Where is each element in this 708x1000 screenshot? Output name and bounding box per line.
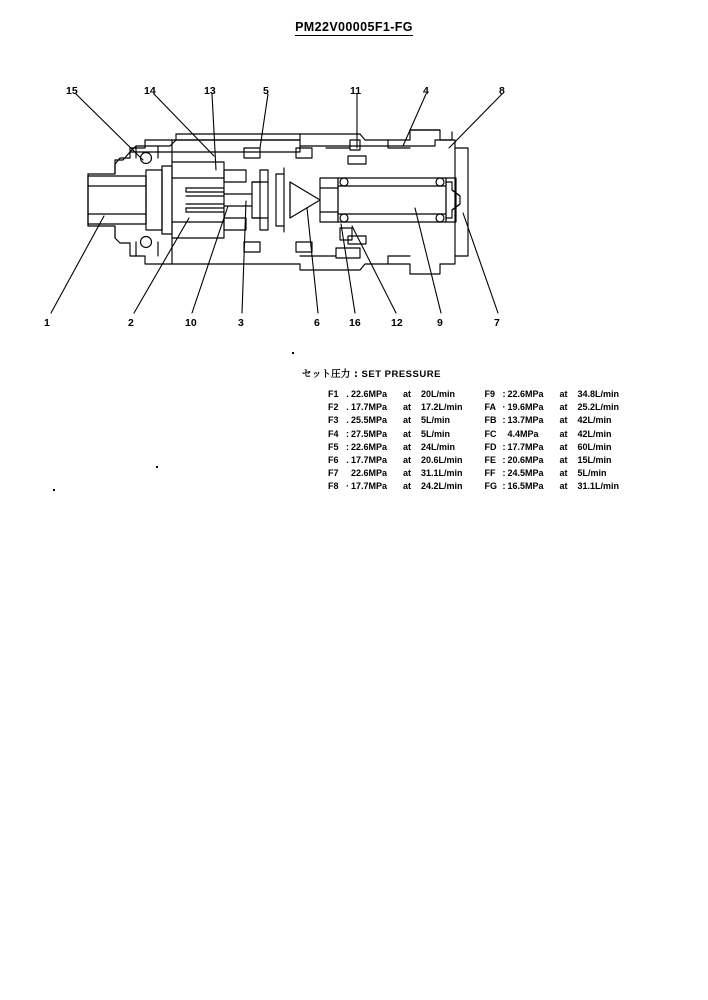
spec-at: at xyxy=(403,481,412,492)
spec-at: at xyxy=(403,415,412,426)
adjuster-nut xyxy=(115,164,172,238)
callout-13: 13 xyxy=(204,85,216,97)
spec-pressure: 17.7MPa xyxy=(351,481,388,492)
spec-columns xyxy=(302,389,662,491)
spec-sep: : xyxy=(346,441,349,452)
spec-row-ff xyxy=(485,468,620,478)
spec-flow: 24.2L/min xyxy=(421,481,463,492)
callout-1: 1 xyxy=(44,317,50,329)
spec-at: at xyxy=(403,441,412,452)
spec-row-f8 xyxy=(302,481,463,491)
spec-at: at xyxy=(403,468,412,479)
spec-id: FD xyxy=(484,441,497,452)
spec-pressure: 22.6MPa xyxy=(351,389,388,399)
spec-row-fa xyxy=(485,402,620,412)
spec-flow: 20.6L/min xyxy=(421,454,463,465)
spec-sep: : xyxy=(502,454,506,465)
spec-column-left xyxy=(302,389,463,491)
callout-7: 7 xyxy=(494,317,500,329)
spec-pressure: 22.6MPa xyxy=(351,468,388,479)
callout-8: 8 xyxy=(499,85,505,97)
spec-flow: 42L/min xyxy=(577,428,612,439)
spec-id: F4 xyxy=(328,428,339,439)
spec-id: FC xyxy=(484,428,497,439)
spec-pressure: 27.5MPa xyxy=(351,428,388,439)
spec-sep: : xyxy=(502,468,506,479)
spec-sep: . xyxy=(346,454,349,465)
spec-pressure: 20.6MPa xyxy=(507,454,544,465)
spec-at: at xyxy=(559,454,568,465)
spec-row-f9 xyxy=(485,389,620,399)
spec-pressure: 25.5MPa xyxy=(351,415,388,426)
callout-6: 6 xyxy=(314,317,320,329)
spec-flow: 34.8L/min xyxy=(577,389,620,399)
spec-id: F1 xyxy=(328,389,339,399)
spec-sep: : xyxy=(502,389,506,399)
left-shank xyxy=(88,176,146,224)
spec-heading xyxy=(302,366,662,380)
spec-row-fd xyxy=(485,442,620,452)
spec-heading-jp: セット圧力 xyxy=(302,369,351,380)
spec-flow: 25.2L/min xyxy=(577,402,620,413)
right-end-plug xyxy=(446,178,460,222)
callout-12: 12 xyxy=(391,317,403,329)
spec-row-f7 xyxy=(302,468,463,478)
spec-flow: 24L/min xyxy=(421,441,456,452)
pin-detail xyxy=(326,140,360,150)
spec-at: at xyxy=(559,468,568,479)
spec-flow: 15L/min xyxy=(577,454,612,465)
spec-sep: . xyxy=(346,402,349,413)
scan-speck xyxy=(156,466,158,468)
spec-row-f3 xyxy=(302,415,463,425)
callout-2: 2 xyxy=(128,317,134,329)
spec-id: FE xyxy=(484,454,497,465)
spec-row-f4 xyxy=(302,429,463,439)
spec-id: FB xyxy=(484,415,497,426)
spec-flow: 5L/min xyxy=(421,415,451,426)
callout-10: 10 xyxy=(185,317,197,329)
spec-flow: 31.1L/min xyxy=(421,468,463,479)
spec-row-fe xyxy=(485,455,620,465)
spec-at: at xyxy=(403,402,412,413)
spec-sep: · xyxy=(346,481,349,492)
valve-cross-section-drawing xyxy=(0,78,708,348)
spec-pressure: 17.7MPa xyxy=(507,441,544,452)
spec-pressure: 17.7MPa xyxy=(351,454,388,465)
spec-sep: : xyxy=(346,428,349,439)
poppet-sleeve xyxy=(276,168,284,232)
spec-at: at xyxy=(559,428,568,439)
internal-bores xyxy=(186,196,224,204)
pilot-plunger xyxy=(224,170,268,230)
spec-at: at xyxy=(403,454,412,465)
step-detail xyxy=(388,140,410,264)
body-ports xyxy=(244,148,366,252)
spec-flow: 42L/min xyxy=(577,415,612,426)
callout-16: 16 xyxy=(349,317,361,329)
spec-at: at xyxy=(403,389,412,399)
spec-at: at xyxy=(559,441,568,452)
spec-id: F2 xyxy=(328,402,339,413)
spec-pressure: 13.7MPa xyxy=(507,415,544,426)
spec-sep: . xyxy=(346,389,349,399)
spec-flow: 31.1L/min xyxy=(577,481,620,492)
spec-heading-en: SET PRESSURE xyxy=(361,369,441,380)
spec-id: F8 xyxy=(328,481,339,492)
spec-pressure: 17.7MPa xyxy=(351,402,388,413)
valve-drawing-svg xyxy=(0,78,708,348)
spec-id: F9 xyxy=(484,389,496,399)
callout-4: 4 xyxy=(423,85,429,97)
callout-9: 9 xyxy=(437,317,443,329)
upper-housing-plate xyxy=(115,132,452,173)
spec-id: FF xyxy=(484,468,496,479)
spec-row-fc xyxy=(485,429,620,439)
spec-id: FA xyxy=(484,402,497,413)
spec-at: at xyxy=(559,481,568,492)
scan-speck xyxy=(53,489,55,491)
main-spool xyxy=(338,178,446,222)
leader-lines-bottom xyxy=(51,201,498,313)
spec-id: F7 xyxy=(328,468,339,479)
spec-row-f6 xyxy=(302,455,463,465)
conical-poppet xyxy=(290,178,338,222)
leader-lines-top xyxy=(76,94,502,170)
spec-column-right xyxy=(485,389,620,491)
spec-flow: 5L/min xyxy=(421,428,451,439)
page-title xyxy=(0,20,708,34)
spec-sep: : xyxy=(502,415,506,426)
callout-5: 5 xyxy=(263,85,269,97)
spec-pressure: 22.6MPa xyxy=(507,389,544,399)
spec-row-f5 xyxy=(302,442,463,452)
spec-id: F6 xyxy=(328,454,339,465)
spec-at: at xyxy=(559,415,568,426)
spec-sep: : xyxy=(502,481,506,492)
spec-at: at xyxy=(559,402,568,413)
spec-at: at xyxy=(559,389,568,399)
spec-pressure: 24.5MPa xyxy=(507,468,544,479)
spec-at: at xyxy=(403,428,412,439)
lower-port-detail xyxy=(300,248,360,258)
spring-chamber xyxy=(172,162,224,238)
spec-flow: 20L/min xyxy=(421,389,456,399)
spec-pressure: 4.4MPa xyxy=(507,428,539,439)
spec-sep: . xyxy=(346,415,349,426)
spec-pressure: 19.6MPa xyxy=(507,402,544,413)
spec-row-f1 xyxy=(302,389,463,399)
callout-11: 11 xyxy=(350,85,362,97)
callout-3: 3 xyxy=(238,317,244,329)
spec-id: FG xyxy=(484,481,498,492)
spec-id: F5 xyxy=(328,441,339,452)
spec-row-fg xyxy=(485,481,620,491)
spec-sep: · xyxy=(502,402,506,413)
scan-speck xyxy=(292,352,294,354)
spec-row-fb xyxy=(485,415,620,425)
spec-flow: 60L/min xyxy=(577,441,612,452)
set-pressure-spec-block xyxy=(302,366,662,491)
callout-15: 15 xyxy=(66,85,78,97)
spec-pressure: 22.6MPa xyxy=(351,441,388,452)
spec-id: F3 xyxy=(328,415,339,426)
spec-flow: 5L/min xyxy=(577,468,607,479)
spec-sep: : xyxy=(502,441,506,452)
spec-heading-sep: : xyxy=(350,369,362,380)
page-title-text: PM22V00005F1-FG xyxy=(295,20,413,34)
spec-pressure: 16.5MPa xyxy=(507,481,544,492)
spec-flow: 17.2L/min xyxy=(421,402,463,413)
spec-row-f2 xyxy=(302,402,463,412)
callout-14: 14 xyxy=(144,85,156,97)
